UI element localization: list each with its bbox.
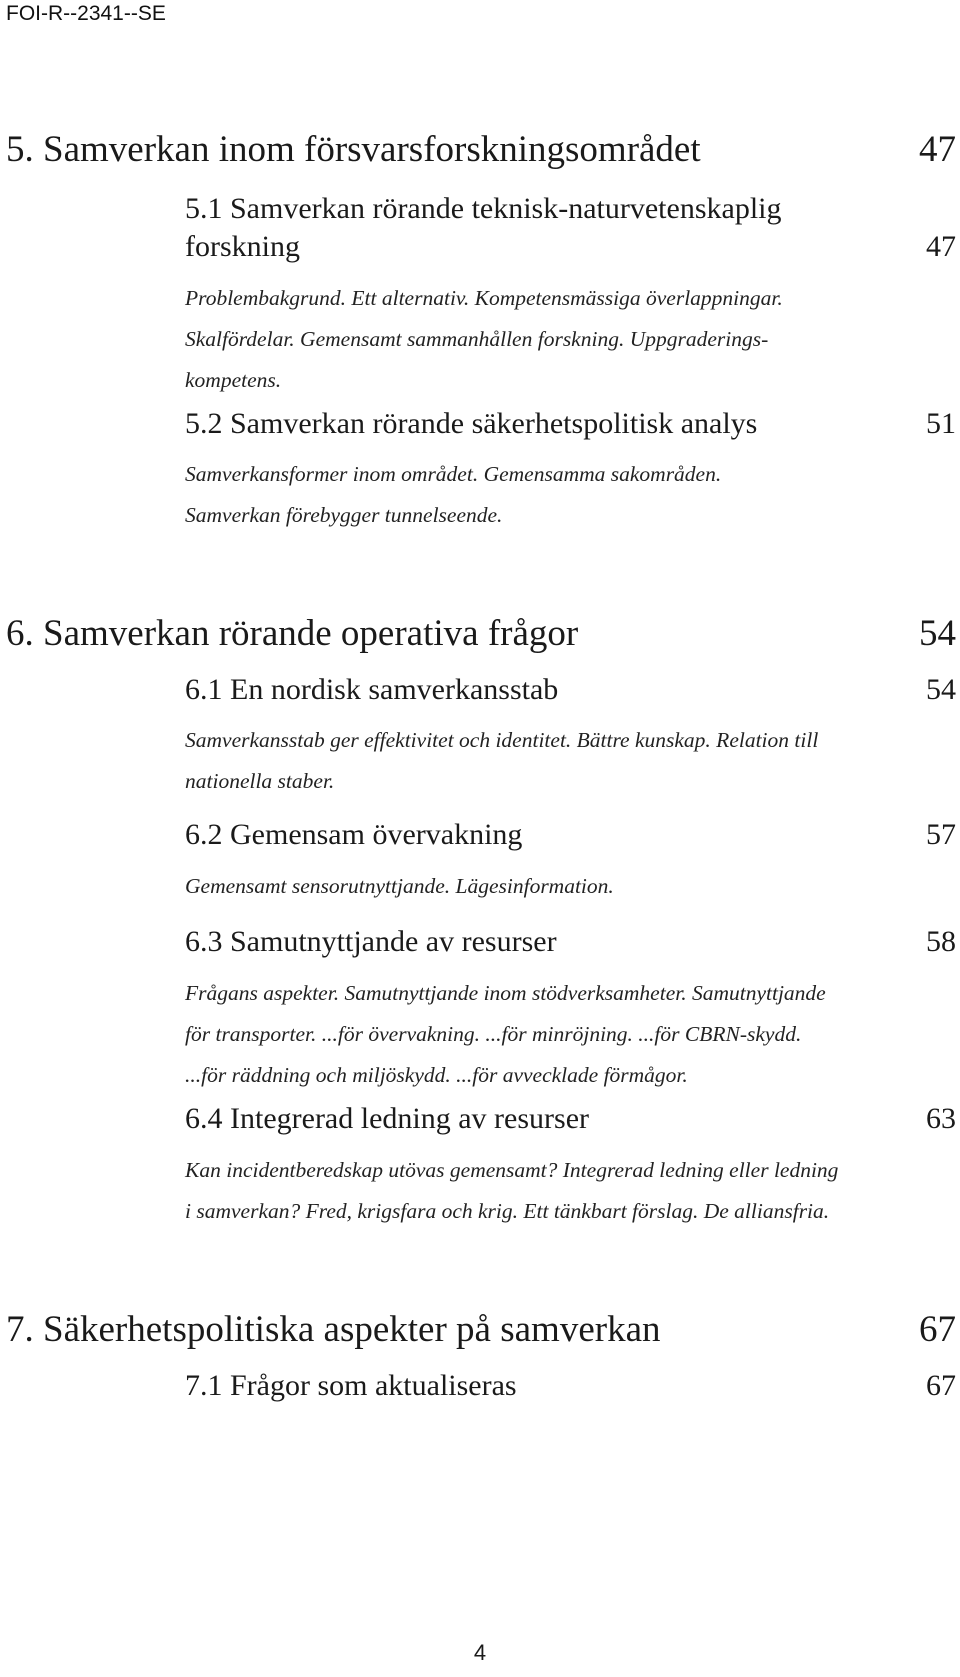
toc-section-6-3-description xyxy=(185,973,826,1096)
desc-line: Problembakgrund. Ett alternativ. Kompetensmässiga överlappningar. xyxy=(185,286,783,310)
toc-chapter-7[interactable] xyxy=(6,1308,956,1351)
toc-section-6-2-description xyxy=(185,866,614,907)
toc-section-6-3[interactable] xyxy=(185,925,956,959)
page-number: 4 xyxy=(473,1640,487,1665)
toc-section-title: forskning xyxy=(185,230,300,263)
toc-section-title: 5.2 Samverkan rörande säkerhetspolitisk analys xyxy=(185,407,758,440)
desc-line: Kan incidentberedskap utövas gemensamt? Integrerad ledning eller ledning xyxy=(185,1158,839,1182)
toc-section-title: 6.1 En nordisk samverkansstab xyxy=(185,673,559,706)
toc-section-title: 6.2 Gemensam övervakning xyxy=(185,818,523,851)
toc-section-title: 6.4 Integrerad ledning av resurser xyxy=(185,1102,590,1135)
desc-line: kompetens. xyxy=(185,368,282,392)
toc-page-number: 67 xyxy=(926,1369,956,1402)
toc-section-6-1[interactable] xyxy=(185,673,956,707)
toc-page-number: 47 xyxy=(919,129,956,170)
toc-chapter-6[interactable] xyxy=(6,612,956,655)
toc-page-number: 58 xyxy=(926,925,956,958)
toc-section-6-1-description xyxy=(185,720,818,802)
toc-chapter-title: 5. Samverkan inom försvarsforskningsområdet xyxy=(6,129,701,170)
toc-section-5-2[interactable] xyxy=(185,407,956,441)
desc-line: Frågans aspekter. Samutnyttjande inom stödverksamheter. Samutnyttjande xyxy=(185,981,826,1005)
toc-section-7-1[interactable] xyxy=(185,1369,956,1403)
toc-chapter-title: 7. Säkerhetspolitiska aspekter på samverkan xyxy=(6,1309,661,1350)
toc-page-number: 63 xyxy=(926,1102,956,1135)
desc-line: Samverkansstab ger effektivitet och identitet. Bättre kunskap. Relation till xyxy=(185,728,819,752)
toc-page-number: 47 xyxy=(926,230,956,263)
toc-chapter-5[interactable] xyxy=(6,128,956,171)
toc-section-5-1[interactable] xyxy=(185,230,956,264)
toc-page-number: 67 xyxy=(919,1309,956,1350)
desc-line: Skalfördelar. Gemensamt sammanhållen forskning. Uppgraderings- xyxy=(185,327,769,351)
toc-page-number: 54 xyxy=(919,613,956,654)
toc-section-6-2[interactable] xyxy=(185,818,956,852)
toc-section-5-2-description xyxy=(185,454,721,536)
desc-line: Samverkan förebygger tunnelseende. xyxy=(185,503,503,527)
toc-page-number: 51 xyxy=(926,407,956,440)
desc-line: ...för räddning och miljöskydd. ...för avvecklade förmågor. xyxy=(185,1063,688,1087)
toc-section-title: 6.3 Samutnyttjande av resurser xyxy=(185,925,557,958)
desc-line: i samverkan? Fred, krigsfara och krig. Ett tänkbart förslag. De alliansfria. xyxy=(185,1199,830,1223)
toc-section-5-1-title-line1[interactable]: 5.1 Samverkan rörande teknisk-naturvetenskaplig xyxy=(185,192,782,225)
toc-section-6-4[interactable] xyxy=(185,1102,956,1136)
desc-line: nationella staber. xyxy=(185,769,335,793)
toc-section-6-4-description xyxy=(185,1150,838,1232)
toc-page-number: 54 xyxy=(926,673,956,706)
toc-chapter-title: 6. Samverkan rörande operativa frågor xyxy=(6,613,579,654)
document-id: FOI-R--2341--SE xyxy=(6,2,166,25)
toc-section-title: 7.1 Frågor som aktualiseras xyxy=(185,1369,517,1402)
desc-line: Samverkansformer inom området. Gemensamma sakområden. xyxy=(185,462,722,486)
toc-section-5-1-description xyxy=(185,278,783,401)
desc-line: för transporter. ...för övervakning. ...för minröjning. ...för CBRN-skydd. xyxy=(185,1022,802,1046)
toc-page-number: 57 xyxy=(926,818,956,851)
desc-line: Gemensamt sensorutnyttjande. Lägesinformation. xyxy=(185,874,614,898)
